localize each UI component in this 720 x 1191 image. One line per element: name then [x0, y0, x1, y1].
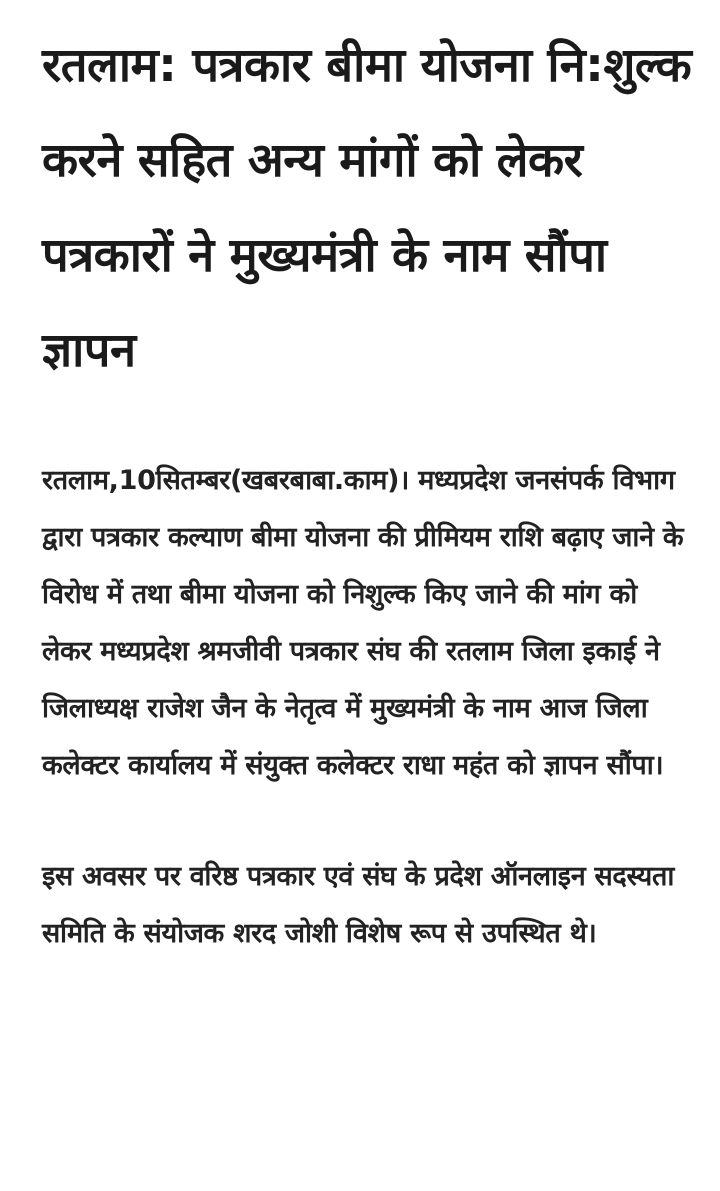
news-article: [42, 18, 692, 962]
article-headline: रतलाम: पत्रकार बीमा योजना नि:शुल्क करने सहित अन्य मांगों को लेकर पत्रकारों ने मुख्यमंत्री के नाम सौंपा ज्ञापन: [42, 38, 692, 378]
article-paragraph: रतलाम,10सितम्बर(खबरबाबा.काम)। मध्यप्रदेश जनसंपर्क विभाग द्वारा पत्रकार कल्याण बीमा योजना की प्रीमियम राशि बढ़ाए जाने के विरोध में तथा बीमा योजना को निशुल्क किए जाने की मांग को लेकर मध्यप्रदेश श्रमजीवी पत्रकार संघ की रतलाम जिला इकाई ने जिलाध्यक्ष राजेश जैन के नेतृत्व में मुख्यमंत्री के नाम आज जिला कलेक्टर कार्यालय में संयुक्त कलेक्टर राधा महंत को ज्ञापन सौंपा।: [42, 465, 684, 781]
article-paragraph: इस अवसर पर वरिष्ठ पत्रकार एवं संघ के प्रदेश ऑनलाइन सदस्यता समिति के संयोजक शरद जोशी विशेष रूप से उपस्थित थे।: [42, 861, 675, 949]
